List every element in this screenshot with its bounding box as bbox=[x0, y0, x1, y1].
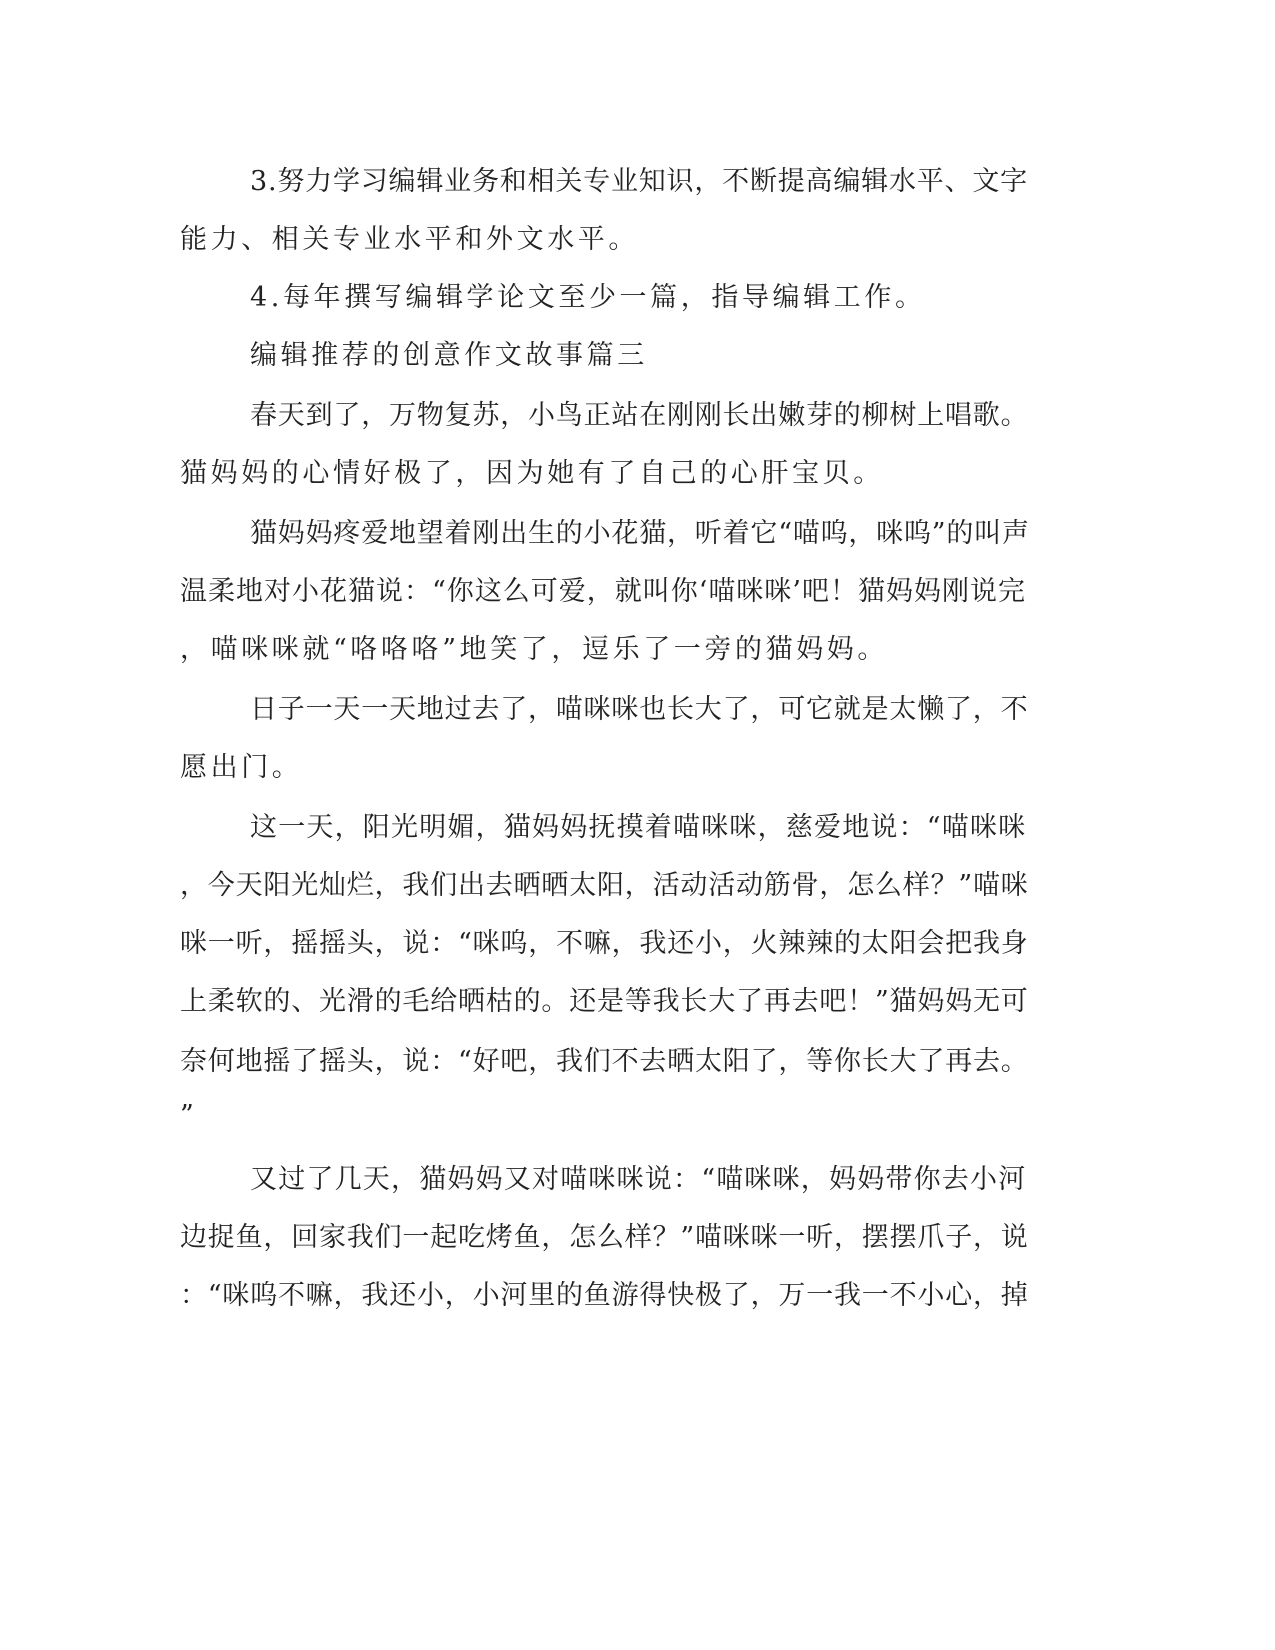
text-line: 边捉鱼，回家我们一起吃烤鱼，怎么样？”喵咪咪一听，摆摆爪子，说 bbox=[180, 1222, 1029, 1253]
text-line: 愿出门。 bbox=[180, 752, 303, 783]
text-line: ：“咪呜不嘛，我还小，小河里的鱼游得快极了，万一我一不小心，掉 bbox=[180, 1280, 1029, 1311]
text-line: 4.每年撰写编辑学论文至少一篇，指导编辑工作。 bbox=[250, 282, 926, 313]
text-line: 能力、相关专业水平和外文水平。 bbox=[180, 224, 639, 255]
text-line: 上柔软的、光滑的毛给晒枯的。还是等我长大了再去吧！”猫妈妈无可 bbox=[180, 986, 1029, 1017]
text-line: 这一天，阳光明媚，猫妈妈抚摸着喵咪咪，慈爱地说：“喵咪咪 bbox=[250, 812, 1027, 843]
text-line: 又过了几天，猫妈妈又对喵咪咪说：“喵咪咪，妈妈带你去小河 bbox=[250, 1164, 1027, 1195]
text-line: ” bbox=[180, 1100, 198, 1131]
text-line: 温柔地对小花猫说：“你这么可爱，就叫你‘喵咪咪’吧！猫妈妈刚说完 bbox=[180, 576, 1026, 607]
text-line: 3.努力学习编辑业务和相关专业知识，不断提高编辑水平、文字 bbox=[250, 166, 1028, 197]
text-line: ，今天阳光灿烂，我们出去晒晒太阳，活动活动筋骨，怎么样？”喵咪 bbox=[180, 870, 1029, 901]
text-line: ，喵咪咪就“咯咯咯”地笑了，逗乐了一旁的猫妈妈。 bbox=[180, 634, 889, 665]
text-line: 猫妈妈疼爱地望着刚出生的小花猫，听着它“喵呜，咪呜”的叫声 bbox=[250, 518, 1030, 549]
text-line: 奈何地摇了摇头，说：“好吧，我们不去晒太阳了，等你长大了再去。 bbox=[180, 1046, 1029, 1077]
text-line: 咪一听，摇摇头，说：“咪呜，不嘛，我还小，火辣辣的太阳会把我身 bbox=[180, 928, 1029, 959]
section-heading: 编辑推荐的创意作文故事篇三 bbox=[250, 340, 648, 371]
text-line: 日子一天一天地过去了，喵咪咪也长大了，可它就是太懒了，不 bbox=[250, 694, 1029, 725]
text-line: 猫妈妈的心情好极了，因为她有了自己的心肝宝贝。 bbox=[180, 458, 884, 489]
text-line: 春天到了，万物复苏，小鸟正站在刚刚长出嫩芽的柳树上唱歌。 bbox=[250, 400, 1029, 431]
